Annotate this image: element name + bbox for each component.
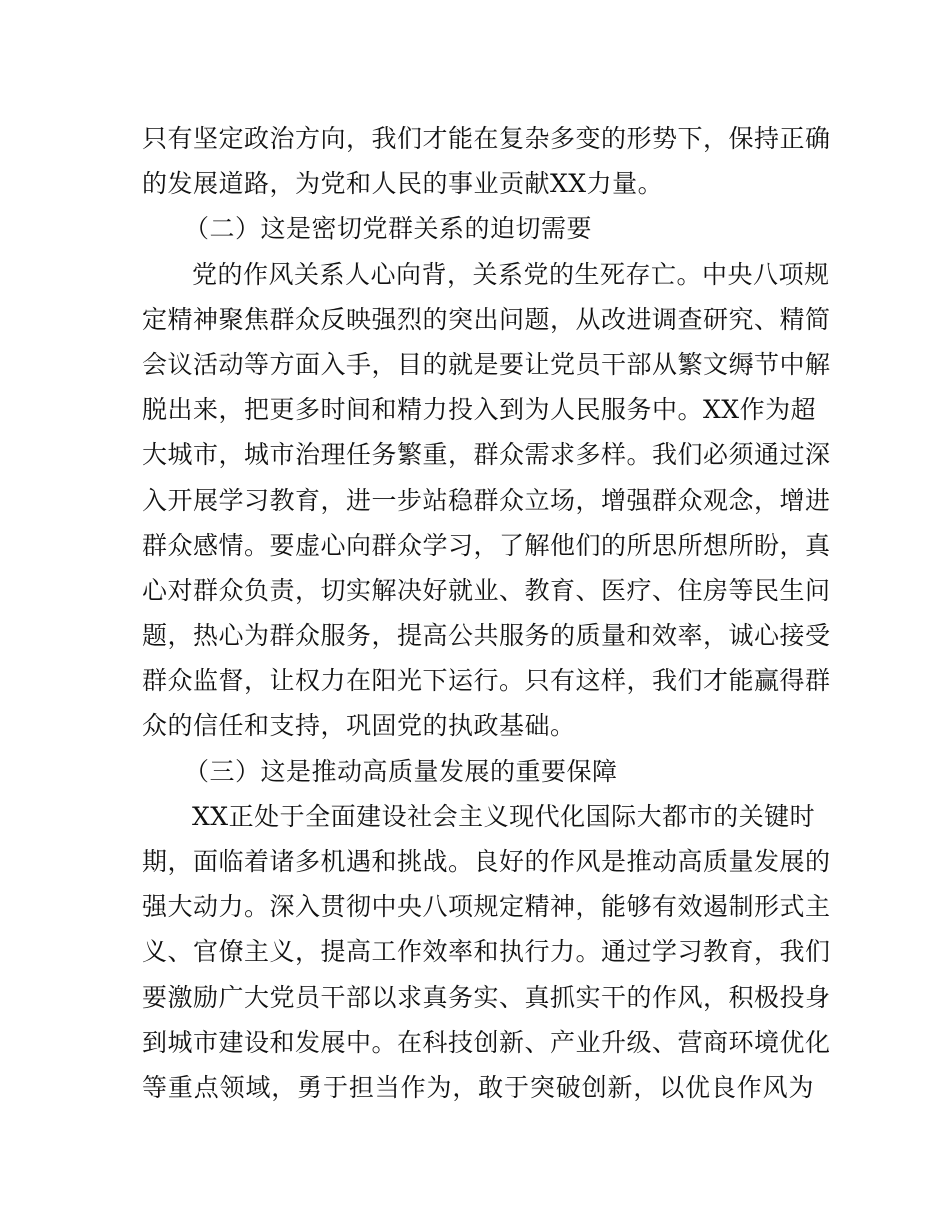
body-line: XX正处于全面建设社会主义现代化国际大都市的关键时 xyxy=(192,801,816,831)
body-line: 心对群众负责，切实解决好就业、教育、医疗、住房等民生问 xyxy=(142,575,831,605)
body-line: 会议活动等方面入手，目的就是要让党员干部从繁文缛节中解 xyxy=(142,349,831,379)
body-line: 群众监督，让权力在阳光下运行。只有这样，我们才能赢得群 xyxy=(142,666,831,696)
body-line: 到城市建设和发展中。在科技创新、产业升级、营商环境优化 xyxy=(142,1027,831,1057)
body-line: 入开展学习教育，进一步站稳群众立场，增强群众观念，增进 xyxy=(142,485,831,515)
body-line: 期，面临着诸多机遇和挑战。良好的作风是推动高质量发展的 xyxy=(142,847,831,876)
section-heading: （三）这是推动高质量发展的重要保障 xyxy=(184,756,618,786)
body-line: 脱出来，把更多时间和精力投入到为人民服务中。XX作为超 xyxy=(142,395,817,425)
body-line: 党的作风关系人心向背，关系党的生死存亡。中央八项规 xyxy=(192,259,830,289)
body-line: 众的信任和支持，巩固党的执政基础。 xyxy=(142,711,576,741)
body-line: 只有坚定政治方向，我们才能在复杂多变的形势下，保持正确 xyxy=(142,124,831,153)
section-heading: （二）这是密切党群关系的迫切需要 xyxy=(184,214,593,244)
body-line: 等重点领域，勇于担当作为，敢于突破创新，以优良作风为 xyxy=(142,1072,814,1102)
body-line: 义、官僚主义，提高工作效率和执行力。通过学习教育，我们 xyxy=(142,937,831,967)
body-line: 的发展道路，为党和人民的事业贡献XX力量。 xyxy=(142,169,664,199)
body-line: 定精神聚焦群众反映强烈的突出问题，从改进调查研究、精简 xyxy=(142,304,831,334)
body-line: 题，热心为群众服务，提高公共服务的质量和效率，诚心接受 xyxy=(142,621,831,651)
body-line: 强大动力。深入贯彻中央八项规定精神，能够有效遏制形式主 xyxy=(142,892,831,922)
body-line: 群众感情。要虚心向群众学习，了解他们的所思所想所盼，真 xyxy=(142,530,831,560)
body-line: 大城市，城市治理任务繁重，群众需求多样。我们必须通过深 xyxy=(142,440,831,470)
document-body xyxy=(142,116,831,1110)
body-line: 要激励广大党员干部以求真务实、真抓实干的作风，积极投身 xyxy=(142,982,831,1012)
